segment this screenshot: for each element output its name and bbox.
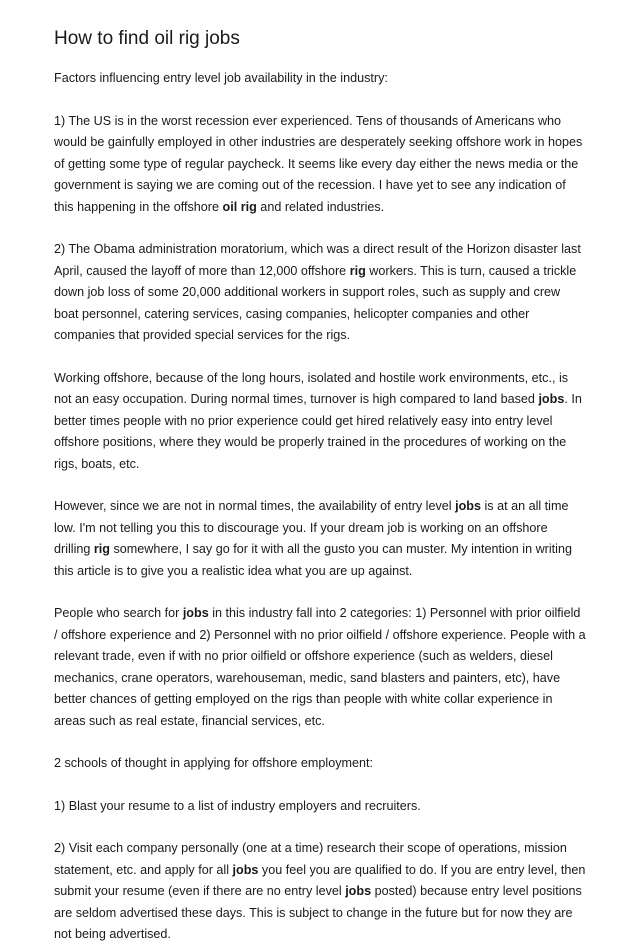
body-paragraph: [54, 368, 586, 476]
intro-text: Factors influencing entry level job availability in the industry:: [54, 71, 388, 85]
paragraph-text: is at an all time low. I'm not telling you this to discourage you. If your dream job is working on an offshore drilling: [54, 499, 569, 556]
paragraph-text: 2) Visit each company personally (one at a time) research their scope of operations, mission statement, etc. and apply for all: [54, 841, 567, 877]
paragraph-text: 1) Blast your resume to a list of industry employers and recruiters.: [54, 798, 421, 813]
body-paragraph: [54, 239, 586, 347]
keyword-highlight: jobs: [455, 499, 481, 513]
body-paragraph: [54, 753, 586, 775]
paragraph-text: However, since we are not in normal times, the availability of entry level: [54, 499, 456, 513]
body-paragraph: [54, 796, 586, 818]
keyword-highlight: jobs: [232, 862, 259, 877]
body-paragraph: [54, 496, 586, 582]
body-paragraph: [54, 838, 586, 946]
keyword-highlight: oil rig: [222, 199, 257, 214]
keyword-highlight: jobs: [538, 392, 565, 406]
document-page: [54, 26, 586, 946]
page-title: How to find oil rig jobs: [54, 28, 240, 49]
paragraph-text: 2 schools of thought in applying for offshore employment:: [54, 756, 374, 770]
paragraph-text: workers. This is turn, caused a trickle down job loss of some 20,000 additional workers in support roles, such as supply and crew boat personnel, catering services, casing companies, helicopter companies and other companies that provided special services for the rigs.: [54, 263, 577, 342]
body-paragraphs: [54, 111, 586, 946]
paragraph-text: Working offshore, because of the long hours, isolated and hostile work environments, etc., is not an easy occupation. During normal times, turnover is high compared to land based: [54, 370, 569, 406]
paragraph-text: in this industry fall into 2 categories: 1) Personnel with prior oilfield / offshore experience and 2) Personnel with no prior oilfield / offshore experience. People with a relevant trade, even if with no prior oilfield or offshore experience (such as welders, diesel mechanics, crane operators, warehouseman, medic, sand blasters and painters, etc), have better chances of getting employed on the rigs than people with white collar experience in areas such as real estate, financial services, etc.: [54, 606, 586, 728]
paragraph-text: 1) The US is in the worst recession ever experienced. Tens of thousands of Americans who would be gainfully employed in other industries are desperately seeking offshore work in hopes of getting some type of regular paycheck. It seems like every day either the news media or the government is saying we are coming out of the recession. I have yet to see any indication of this happening in the offshore: [54, 113, 583, 214]
keyword-highlight: rig: [349, 263, 366, 278]
keyword-highlight: jobs: [345, 884, 372, 898]
paragraph-text: People who search for: [54, 606, 183, 620]
keyword-highlight: rig: [93, 542, 110, 556]
paragraph-text: and related industries.: [256, 199, 385, 214]
body-paragraph: [54, 111, 586, 219]
body-paragraph: [54, 603, 586, 732]
keyword-highlight: jobs: [182, 606, 209, 620]
paragraph-text: you feel you are qualified to do. If you are entry level, then submit your resume (even if there are no entry level: [54, 862, 586, 898]
paragraph-text: . In better times people with no prior experience could get hired relatively easy into entry level offshore positions, where they would be properly trained in the procedures of working on the rigs, boats, etc.: [54, 392, 582, 471]
paragraph-text: somewhere, I say go for it with all the gusto you can muster. My intention in writing this article is to give you a realistic idea what you are up against.: [54, 542, 572, 578]
paragraph-text: 2) The Obama administration moratorium, which was a direct result of the Horizon disaster last April, caused the layoff of more than 12,000 offshore: [54, 242, 581, 278]
paragraph-text: posted) because entry level positions are seldom advertised these days. This is subject to change in the future but for now they are not being advertised.: [54, 884, 582, 941]
